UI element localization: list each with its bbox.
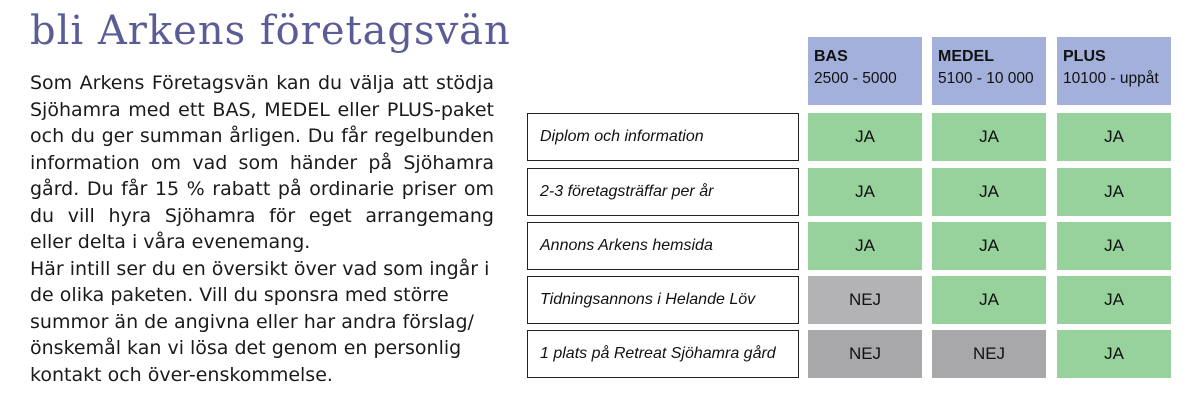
benefit-cell: JA	[932, 222, 1046, 270]
benefit-cell: JA	[1057, 168, 1171, 216]
benefit-cell: JA	[1057, 113, 1171, 161]
benefit-cell: JA	[1057, 276, 1171, 324]
benefit-label-retreat: 1 plats på Retreat Sjöhamra gård	[527, 330, 799, 378]
package-range: 5100 - 10 000	[938, 70, 1034, 87]
benefit-cell: JA	[808, 113, 922, 161]
benefit-cell: NEJ	[808, 330, 922, 378]
benefit-cell: JA	[932, 276, 1046, 324]
package-header-plus	[1057, 37, 1171, 105]
benefit-cell: JA	[932, 113, 1046, 161]
benefit-cell: NEJ	[932, 330, 1046, 378]
benefit-cell: NEJ	[808, 276, 922, 324]
benefit-cell: JA	[932, 168, 1046, 216]
benefit-cell: JA	[808, 222, 922, 270]
benefit-label-diplom: Diplom och information	[527, 113, 799, 161]
benefit-cell: JA	[1057, 330, 1171, 378]
package-name: PLUS	[1063, 48, 1106, 65]
benefit-label-annons-hemsida: Annons Arkens hemsida	[527, 222, 799, 270]
intro-paragraph-1: Som Arkens Företagsvän kan du välja att stödja Sjöhamra med ett BAS, MEDEL eller PLUS-paket och du ger summan årligen. Du får regelbunden information om vad som händer på Sjöhamra gård. Du får 15 % rabatt på ordinarie priser om du vill hyra Sjöhamra för eget arrangemang eller delta i våra evenemang.	[30, 72, 494, 253]
benefit-cell: JA	[808, 168, 922, 216]
benefit-label-tidningsannons: Tidningsannons i Helande Löv	[527, 276, 799, 324]
benefit-label-foretagstraffar: 2-3 företagsträffar per år	[527, 168, 799, 216]
intro-paragraph-2: Här intill ser du en översikt över vad som ingår i de olika paketen. Vill du sponsra med större summor än de angivna eller har andra förslag/önskemål kan vi lösa det genom en personlig kontakt och över-enskommelse.	[30, 257, 490, 386]
package-name: BAS	[814, 48, 848, 65]
package-range: 2500 - 5000	[814, 70, 897, 87]
benefit-cell: JA	[1057, 222, 1171, 270]
package-header-bas	[808, 37, 922, 105]
page-title: bli Arkens företagsvän	[30, 8, 511, 54]
package-name: MEDEL	[938, 48, 994, 65]
intro-text	[30, 70, 494, 388]
package-header-medel	[932, 37, 1046, 105]
package-range: 10100 - uppåt	[1063, 70, 1159, 87]
